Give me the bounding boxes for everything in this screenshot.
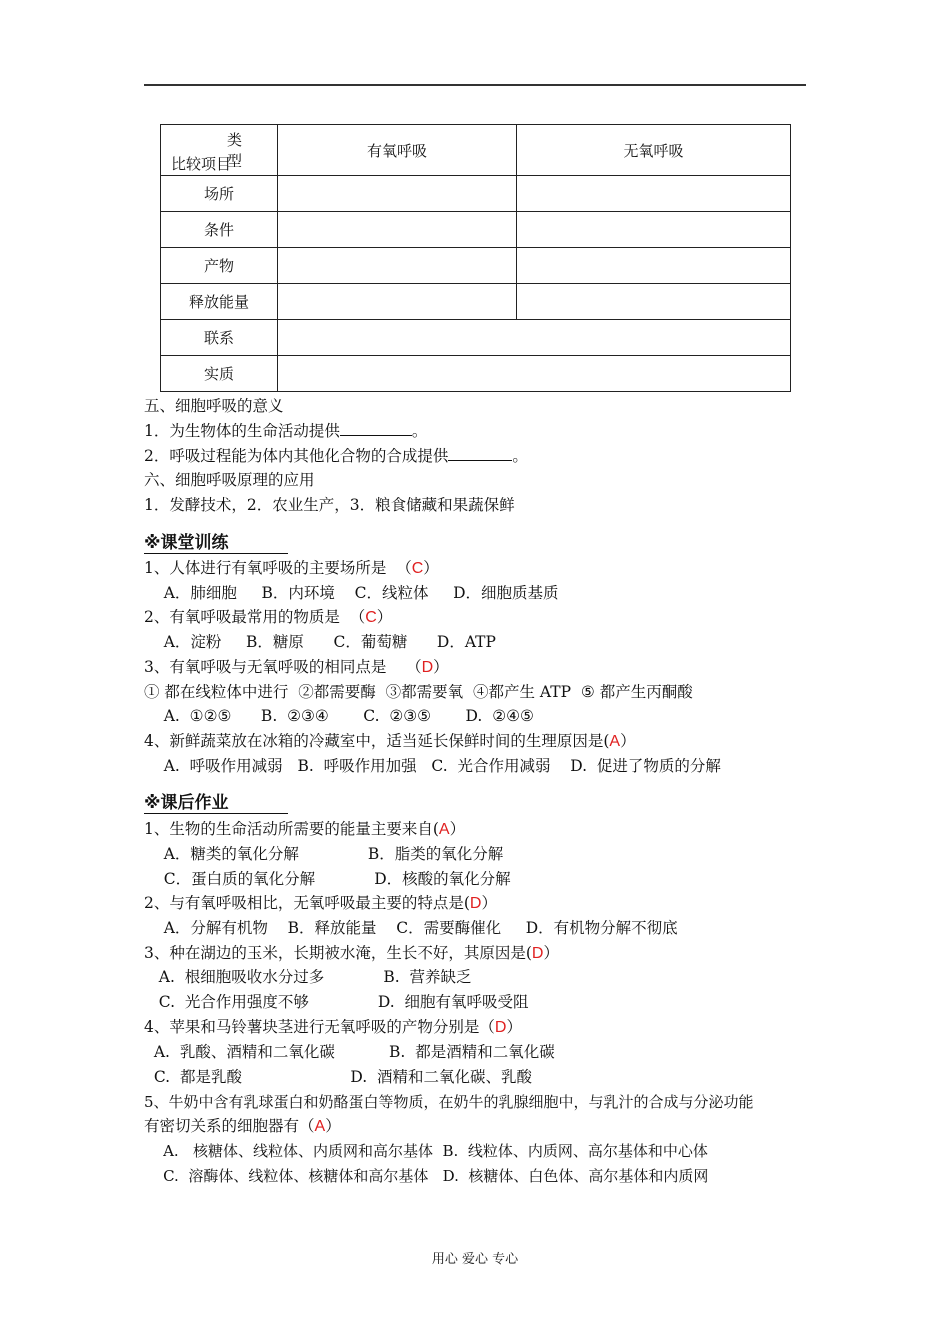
homework-q5-line1: 5、牛奶中含有乳球蛋白和奶酪蛋白等物质，在奶牛的乳腺细胞中，与乳汁的合成与分泌功能 (144, 1093, 754, 1111)
answer-mark: C (411, 560, 424, 577)
table-row (161, 284, 791, 320)
page-footer: 用心 爱心 专心 (431, 1252, 519, 1267)
section5-item2-text: 2．呼吸过程能为体内其他化合物的合成提供 (144, 447, 449, 465)
question-text: 4、新鲜蔬菜放在冰箱的冷藏室中，适当延长保鲜时间的生理原因是( (144, 732, 610, 750)
homework-q2 (144, 893, 497, 914)
question-close: ） (325, 1117, 341, 1135)
answer-mark: D (531, 945, 544, 962)
homework-q4-options-ab: A. 乳酸、酒精和二氧化碳 B. 都是酒精和二氧化碳 (144, 1043, 555, 1061)
empty-cell (517, 212, 791, 248)
homework-q4-options-cd: C. 都是乳酸 D. 酒精和二氧化碳、乳酸 (144, 1068, 532, 1086)
classwork-q3-options: A. ①②⑤ B. ②③④ C. ②③⑤ D. ②④⑤ (144, 707, 534, 725)
empty-cell (278, 284, 517, 320)
answer-mark: A (438, 821, 450, 838)
question-text: 3、种在湖边的玉米，长期被水淹，生长不好，其原因是( (144, 944, 532, 962)
classwork-q4-options: A. 呼吸作用减弱 B. 呼吸作用加强 C. 光合作用减弱 D. 促进了物质的分解 (144, 757, 721, 775)
respiration-comparison-table (160, 124, 791, 392)
corner-cell (161, 125, 278, 176)
empty-cell (278, 320, 791, 356)
classwork-q2-options: A．淀粉 B．糖原 C．葡萄糖 D．ATP (144, 633, 496, 651)
homework-q3 (144, 943, 559, 964)
section6-title: 六、细胞呼吸原理的应用 (144, 471, 315, 489)
question-close: ） (506, 1018, 522, 1036)
section5-item1-end: 。 (411, 422, 428, 440)
question-text: 有密切关系的细胞器有（ (144, 1117, 315, 1135)
question-close: ） (433, 658, 449, 676)
empty-cell (278, 248, 517, 284)
homework-q2-options: A．分解有机物 B．释放能量 C．需要酶催化 D．有机物分解不彻底 (144, 919, 678, 937)
homework-q4 (144, 1017, 522, 1038)
question-close: ） (423, 559, 439, 577)
homework-heading (144, 793, 288, 814)
homework-q1-options-ab: A．糖类的氧化分解 B．脂类的氧化分解 (144, 845, 504, 863)
section5-item2-end: 。 (512, 447, 528, 465)
table-row (161, 248, 791, 284)
question-close: ） (481, 894, 497, 912)
section5-item1 (144, 421, 427, 441)
homework-q3-options-cd: C. 光合作用强度不够 D. 细胞有氧呼吸受阻 (144, 993, 529, 1011)
homework-q5-options-ab: A. 核糖体、线粒体、内质网和高尔基体 B. 线粒体、内质网、高尔基体和中心体 (144, 1142, 708, 1160)
classwork-q3-statements: ① 都在线粒体中进行 ②都需要酶 ③都需要氧 ④都产生 ATP ⑤ 都产生丙酮酸 (144, 683, 693, 701)
fill-blank (448, 446, 512, 461)
homework-q1 (144, 819, 465, 840)
corner-item-label: 比较项目 (171, 155, 232, 173)
empty-cell (278, 176, 517, 212)
homework-q1-options-cd: C．蛋白质的氧化分解 D．核酸的氧化分解 (144, 870, 511, 888)
answer-mark: D (469, 895, 482, 912)
answer-mark: C (365, 609, 377, 626)
empty-cell (517, 284, 791, 320)
fill-blank (340, 421, 412, 436)
classwork-q1 (144, 558, 439, 579)
homework-q3-options-ab: A. 根细胞吸收水分过多 B. 营养缺乏 (144, 968, 472, 986)
question-close: ） (543, 944, 559, 962)
empty-cell (517, 176, 791, 212)
empty-cell (517, 248, 791, 284)
row-label: 实质 (161, 356, 278, 392)
table-row (161, 212, 791, 248)
table-row (161, 320, 791, 356)
row-label: 释放能量 (161, 284, 278, 320)
corner-type-label: 类 型 (227, 131, 249, 170)
homework-q5-options-cd: C. 溶酶体、线粒体、核糖体和高尔基体 D. 核糖体、白色体、高尔基体和内质网 (144, 1167, 709, 1185)
row-label: 条件 (161, 212, 278, 248)
answer-mark: D (421, 659, 434, 676)
question-close: ） (620, 732, 636, 750)
question-text: 1、生物的生命活动所需要的能量主要来自( (144, 820, 439, 838)
section5-item1-text: 1．为生物体的生命活动提供 (144, 422, 340, 440)
table-header-row (161, 125, 791, 176)
section6-item1: 1．发酵技术，2．农业生产，3．粮食储藏和果蔬保鲜 (144, 496, 515, 514)
question-close: ） (449, 820, 466, 838)
homework-title: ※课后作业 (144, 793, 288, 814)
classwork-q2 (144, 607, 392, 628)
table-row (161, 176, 791, 212)
question-text: 3、有氧呼吸与无氧呼吸的相同点是 （ (144, 658, 422, 676)
homework-q5-line2 (144, 1116, 341, 1137)
col-anaerobic: 无氧呼吸 (517, 125, 791, 176)
classwork-q3 (144, 657, 449, 678)
col-aerobic: 有氧呼吸 (278, 125, 517, 176)
section5-title: 五、细胞呼吸的意义 (144, 397, 284, 415)
header-rule (144, 84, 806, 86)
empty-cell (278, 356, 791, 392)
classwork-q1-options: A．肺细胞 B．内环境 C．线粒体 D．细胞质基质 (144, 584, 559, 602)
question-text: 1、人体进行有氧呼吸的主要场所是 （ (144, 559, 412, 577)
classwork-title: ※课堂训练 (144, 533, 288, 554)
section5-item2 (144, 446, 528, 466)
answer-mark: A (609, 733, 621, 750)
row-label: 产物 (161, 248, 278, 284)
table-row (161, 356, 791, 392)
classwork-heading (144, 533, 288, 554)
question-close: ） (376, 608, 393, 626)
row-label: 场所 (161, 176, 278, 212)
answer-mark: D (494, 1019, 507, 1036)
answer-mark: A (314, 1118, 326, 1135)
question-text: 2、有氧呼吸最常用的物质是 （ (144, 608, 366, 626)
question-text: 4、苹果和马铃薯块茎进行无氧呼吸的产物分别是（ (144, 1018, 495, 1036)
row-label: 联系 (161, 320, 278, 356)
classwork-q4 (144, 731, 636, 752)
empty-cell (278, 212, 517, 248)
question-text: 2、与有氧呼吸相比，无氧呼吸最主要的特点是( (144, 894, 470, 912)
